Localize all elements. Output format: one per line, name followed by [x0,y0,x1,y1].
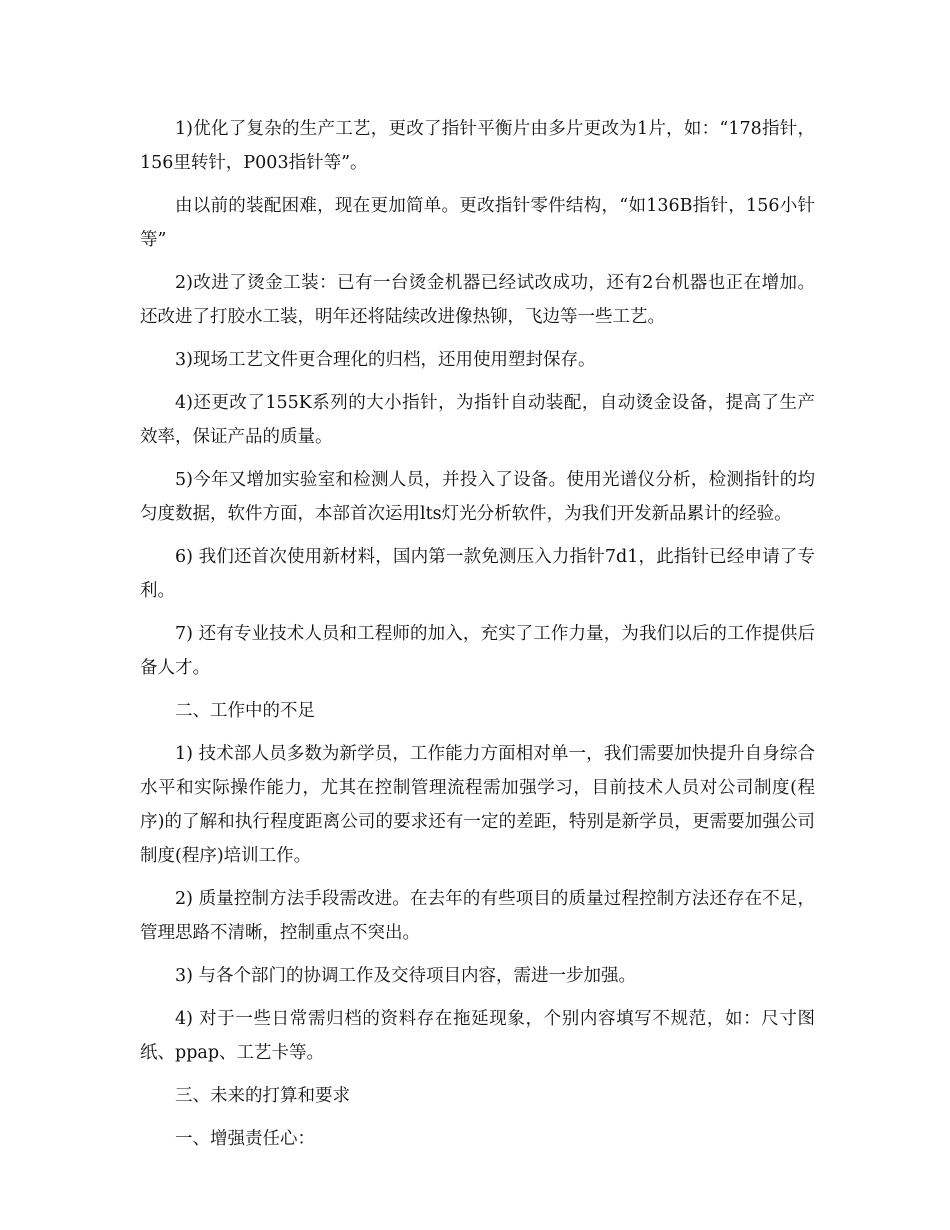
paragraph-shortcoming-4: 4) 对于一些日常需归档的资料存在拖延现象，个别内容填写不规范，如：尺寸图纸、ppap、工艺卡等。 [140,1009,815,1063]
paragraph-improvement-1: 1)优化了复杂的生产工艺，更改了指针平衡片由多片更改为1片，如：“178指针，156里转针，P003指针等”。 [140,119,815,173]
paragraph-improvement-2: 2)改进了烫金工装：已有一台烫金机器已经试改成功，还有2台机器也正在增加。还改进了打胶水工装，明年还将陆续改进像热铆，飞边等一些工艺。 [140,273,815,327]
paragraph-shortcoming-1: 1) 技术部人员多数为新学员，工作能力方面相对单一，我们需要加快提升自身综合水平和实际操作能力，尤其在控制管理流程需加强学习，目前技术人员对公司制度(程序)的了解和执行程度距离公司的要求还有一定的差距，特别是新学员，更需要加强公司制度(程序)培训工作。 [140,744,815,866]
paragraph-improvement-3: 3)现场工艺文件更合理化的归档，还用使用塑封保存。 [175,350,596,370]
paragraph-improvement-4: 4)还更改了155K系列的大小指针，为指针自动装配，自动烫金设备，提高了生产效率，保证产品的质量。 [140,393,815,447]
subheading-responsibility: 一、增强责任心： [175,1129,315,1149]
paragraph-shortcoming-2: 2) 质量控制方法手段需改进。在去年的有些项目的质量过程控制方法还存在不足，管理思路不清晰，控制重点不突出。 [140,889,815,943]
paragraph-shortcoming-3: 3) 与各个部门的协调工作及交待项目内容，需进一步加强。 [175,966,637,986]
section-heading-future-plans: 三、未来的打算和要求 [175,1086,350,1106]
paragraph-improvement-7: 7) 还有专业技术人员和工程师的加入，充实了工作力量，为我们以后的工作提供后备人才。 [140,624,815,678]
paragraph-improvement-5: 5)今年又增加实验室和检测人员，并投入了设备。使用光谱仪分析，检测指针的均匀度数据，软件方面，本部首次运用lts灯光分析软件，为我们开发新品累计的经验。 [140,470,815,524]
paragraph-improvement-6: 6) 我们还首次使用新材料，国内第一款免测压入力指针7d1，此指针已经申请了专利。 [140,547,815,601]
document-page [140,112,815,1165]
section-heading-shortcomings: 二、工作中的不足 [175,701,315,721]
paragraph-assembly-note: 由以前的装配困难，现在更加简单。更改指针零件结构，“如136B指针，156小针等” [140,196,815,250]
